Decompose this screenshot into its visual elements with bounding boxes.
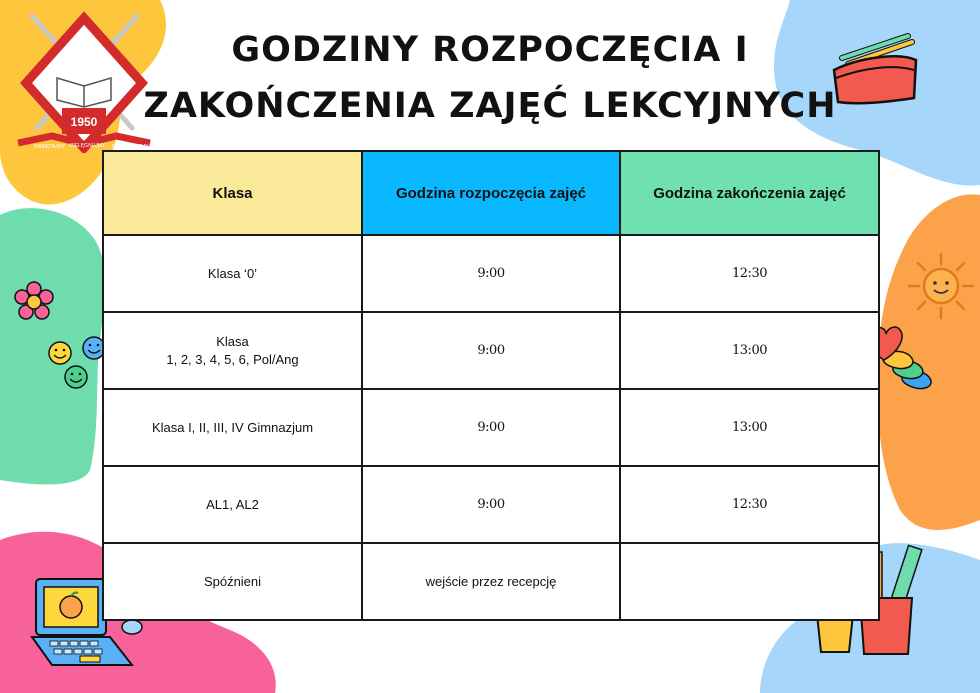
schedule-table — [102, 150, 880, 621]
class-cell — [103, 312, 362, 389]
header-class: Klasa — [103, 151, 362, 235]
class-name: Klasa I, II, III, IV Gimnazjum — [151, 420, 314, 435]
start-time-cell: wejście przez recepcję — [362, 543, 620, 620]
class-name: Klasa ‘0’ — [207, 266, 258, 281]
table-row — [103, 389, 879, 466]
flower-icon — [12, 280, 56, 324]
table-row — [103, 466, 879, 543]
page-title-line-2: ZAKOŃCZENIA ZAJĘĆ LEKCYJNYCH — [143, 86, 837, 126]
start-time-cell: 9:00 — [362, 466, 620, 543]
class-name: AL1, AL2 — [206, 497, 259, 512]
svg-text:PAMIĘTAJMY: PAMIĘTAJMY — [34, 144, 66, 150]
table-row — [103, 312, 879, 389]
class-cell — [103, 543, 362, 620]
svg-text:PRZEKAZUJMY: PRZEKAZUJMY — [112, 144, 149, 150]
svg-text:PIELĘGNUJMY: PIELĘGNUJMY — [70, 143, 106, 149]
class-name: Klasa — [216, 334, 249, 349]
table-row — [103, 235, 879, 312]
end-time-cell: 12:30 — [620, 466, 879, 543]
start-time-cell: 9:00 — [362, 389, 620, 466]
header-end-time: Godzina zakończenia zajęć — [620, 151, 879, 235]
start-time-cell: 9:00 — [362, 312, 620, 389]
start-time-cell: 9:00 — [362, 235, 620, 312]
header-start-time: Godzina rozpoczęcia zajęć — [362, 151, 620, 235]
end-time-cell: 13:00 — [620, 389, 879, 466]
end-time-cell: 13:00 — [620, 312, 879, 389]
table-row — [103, 543, 879, 620]
class-cell — [103, 466, 362, 543]
class-cell — [103, 235, 362, 312]
class-name: Spóźnieni — [203, 574, 262, 589]
page-title-line-1: GODZINY ROZPOCZĘCIA I — [231, 30, 749, 70]
table-header-row — [103, 151, 879, 235]
end-time-cell: 12:30 — [620, 235, 879, 312]
class-list: 1, 2, 3, 4, 5, 6, Pol/Ang — [166, 352, 299, 367]
class-cell — [103, 389, 362, 466]
smileys-icon — [44, 335, 110, 391]
end-time-cell — [620, 543, 879, 620]
svg-text:1950: 1950 — [70, 115, 98, 129]
sun-icon — [905, 250, 977, 322]
